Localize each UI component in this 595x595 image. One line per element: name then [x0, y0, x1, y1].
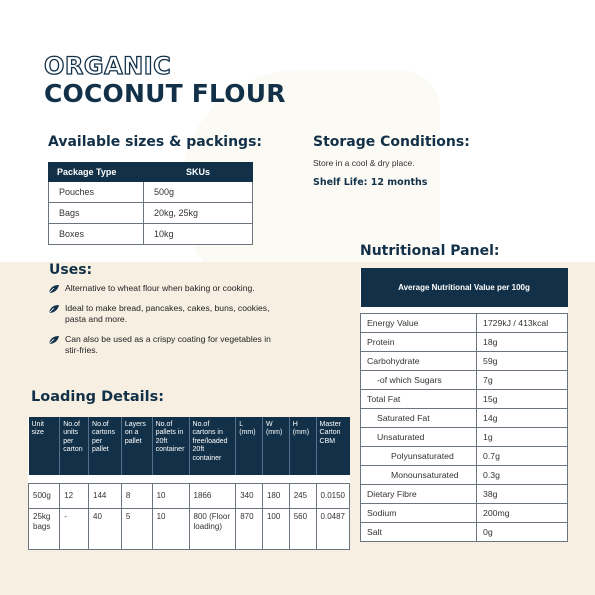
loading-cell: 340 — [236, 484, 263, 509]
nutrient-name: Monounsaturated — [361, 466, 477, 485]
nutrient-name: -of which Sugars — [361, 371, 477, 390]
nutrient-value: 59g — [477, 352, 568, 371]
loading-cell: 8 — [121, 484, 152, 509]
nutrition-header: Average Nutritional Value per 100g — [361, 268, 568, 307]
list-item — [46, 303, 276, 325]
loading-cell: 25kg bags — [29, 509, 60, 550]
loading-cell: 5 — [121, 509, 152, 550]
table-row — [361, 466, 568, 485]
loading-cell: 0.0487 — [316, 509, 349, 550]
loading-cell: 10 — [152, 509, 189, 550]
loading-col: Unit size — [29, 417, 60, 475]
nutrient-name: Dietary Fibre — [361, 485, 477, 504]
loading-cell: 12 — [60, 484, 89, 509]
loading-cell: 100 — [262, 509, 289, 550]
table-row — [361, 314, 568, 333]
uses-heading: Uses: — [49, 262, 93, 278]
sizes-cell: Boxes — [49, 224, 144, 245]
nutrient-value: 38g — [477, 485, 568, 504]
table-row — [361, 371, 568, 390]
loading-cell: 40 — [89, 509, 122, 550]
nutrient-value: 200mg — [477, 504, 568, 523]
loading-cell: - — [60, 509, 89, 550]
table-row — [361, 333, 568, 352]
loading-col: No.of cartons per pallet — [89, 417, 122, 475]
table-row — [361, 390, 568, 409]
sizes-cell: 20kg, 25kg — [144, 203, 253, 224]
loading-cell: 245 — [289, 484, 316, 509]
loading-table — [28, 417, 350, 550]
table-row — [361, 447, 568, 466]
nutrient-value: 1729kJ / 413kcal — [477, 314, 568, 333]
nutrient-value: 0.7g — [477, 447, 568, 466]
uses-list — [46, 283, 276, 365]
nutrient-value: 15g — [477, 390, 568, 409]
sizes-cell: Bags — [49, 203, 144, 224]
loading-cell: 800 (Floor loading) — [189, 509, 236, 550]
table-row — [29, 509, 350, 550]
loading-cell: 144 — [89, 484, 122, 509]
sizes-table — [48, 162, 253, 245]
loading-cell: 500g — [29, 484, 60, 509]
nutrient-name: Sodium — [361, 504, 477, 523]
table-row — [361, 504, 568, 523]
loading-cell: 870 — [236, 509, 263, 550]
nutrient-name: Carbohydrate — [361, 352, 477, 371]
nutrient-name: Total Fat — [361, 390, 477, 409]
loading-cell: 560 — [289, 509, 316, 550]
loading-heading: Loading Details: — [31, 389, 165, 405]
nutrient-name: Energy Value — [361, 314, 477, 333]
loading-col: Layers on a pallet — [121, 417, 152, 475]
nutrient-value: 18g — [477, 333, 568, 352]
table-row — [49, 203, 253, 224]
table-row — [49, 224, 253, 245]
nutrient-value: 0.3g — [477, 466, 568, 485]
nutrient-value: 0g — [477, 523, 568, 542]
storage-heading: Storage Conditions: — [313, 134, 470, 150]
loading-col: No.of pallets in 20ft container — [152, 417, 189, 475]
title-organic: ORGANIC — [44, 52, 172, 80]
storage-text: Store in a cool & dry place. — [313, 158, 415, 168]
table-row — [361, 352, 568, 371]
sizes-cell: Pouches — [49, 182, 144, 203]
loading-col: No.of units per carton — [60, 417, 89, 475]
title-coconut-flour: COCONUT FLOUR — [44, 79, 286, 108]
sizes-cell: 10kg — [144, 224, 253, 245]
nutrient-name: Salt — [361, 523, 477, 542]
list-item — [46, 334, 276, 356]
sizes-col-package: Package Type — [49, 163, 144, 182]
loading-cell: 180 — [262, 484, 289, 509]
loading-col: Master Carton CBM — [316, 417, 349, 475]
nutrient-value: 7g — [477, 371, 568, 390]
nutrient-name: Polyunsaturated — [361, 447, 477, 466]
loading-col: No.of cartons in free/loaded 20ft container — [189, 417, 236, 475]
loading-cell: 0.0150 — [316, 484, 349, 509]
use-text: Alternative to wheat flour when baking or cooking. — [65, 283, 255, 293]
loading-cell: 1866 — [189, 484, 236, 509]
nutrition-heading: Nutritional Panel: — [360, 243, 500, 259]
loading-col: L (mm) — [236, 417, 263, 475]
table-row — [29, 484, 350, 509]
leaf-icon — [48, 284, 60, 294]
sizes-col-skus: SKUs — [144, 163, 253, 182]
use-text: Can also be used as a crispy coating for vegetables in stir-fries. — [65, 334, 271, 355]
sizes-cell: 500g — [144, 182, 253, 203]
nutrient-name: Saturated Fat — [361, 409, 477, 428]
table-row — [361, 428, 568, 447]
list-item — [46, 283, 276, 294]
leaf-icon — [48, 335, 60, 345]
leaf-icon — [48, 304, 60, 314]
loading-col: W (mm) — [262, 417, 289, 475]
nutrition-table — [360, 268, 568, 542]
loading-cell: 10 — [152, 484, 189, 509]
table-row — [49, 182, 253, 203]
table-row — [361, 485, 568, 504]
nutrient-name: Protein — [361, 333, 477, 352]
sizes-heading: Available sizes & packings: — [48, 134, 263, 150]
nutrient-name: Unsaturated — [361, 428, 477, 447]
nutrient-value: 14g — [477, 409, 568, 428]
loading-col: H (mm) — [289, 417, 316, 475]
shelf-life: Shelf Life: 12 months — [313, 177, 428, 188]
nutrient-value: 1g — [477, 428, 568, 447]
table-row — [361, 523, 568, 542]
use-text: Ideal to make bread, pancakes, cakes, buns, cookies, pasta and more. — [65, 303, 270, 324]
table-row — [361, 409, 568, 428]
